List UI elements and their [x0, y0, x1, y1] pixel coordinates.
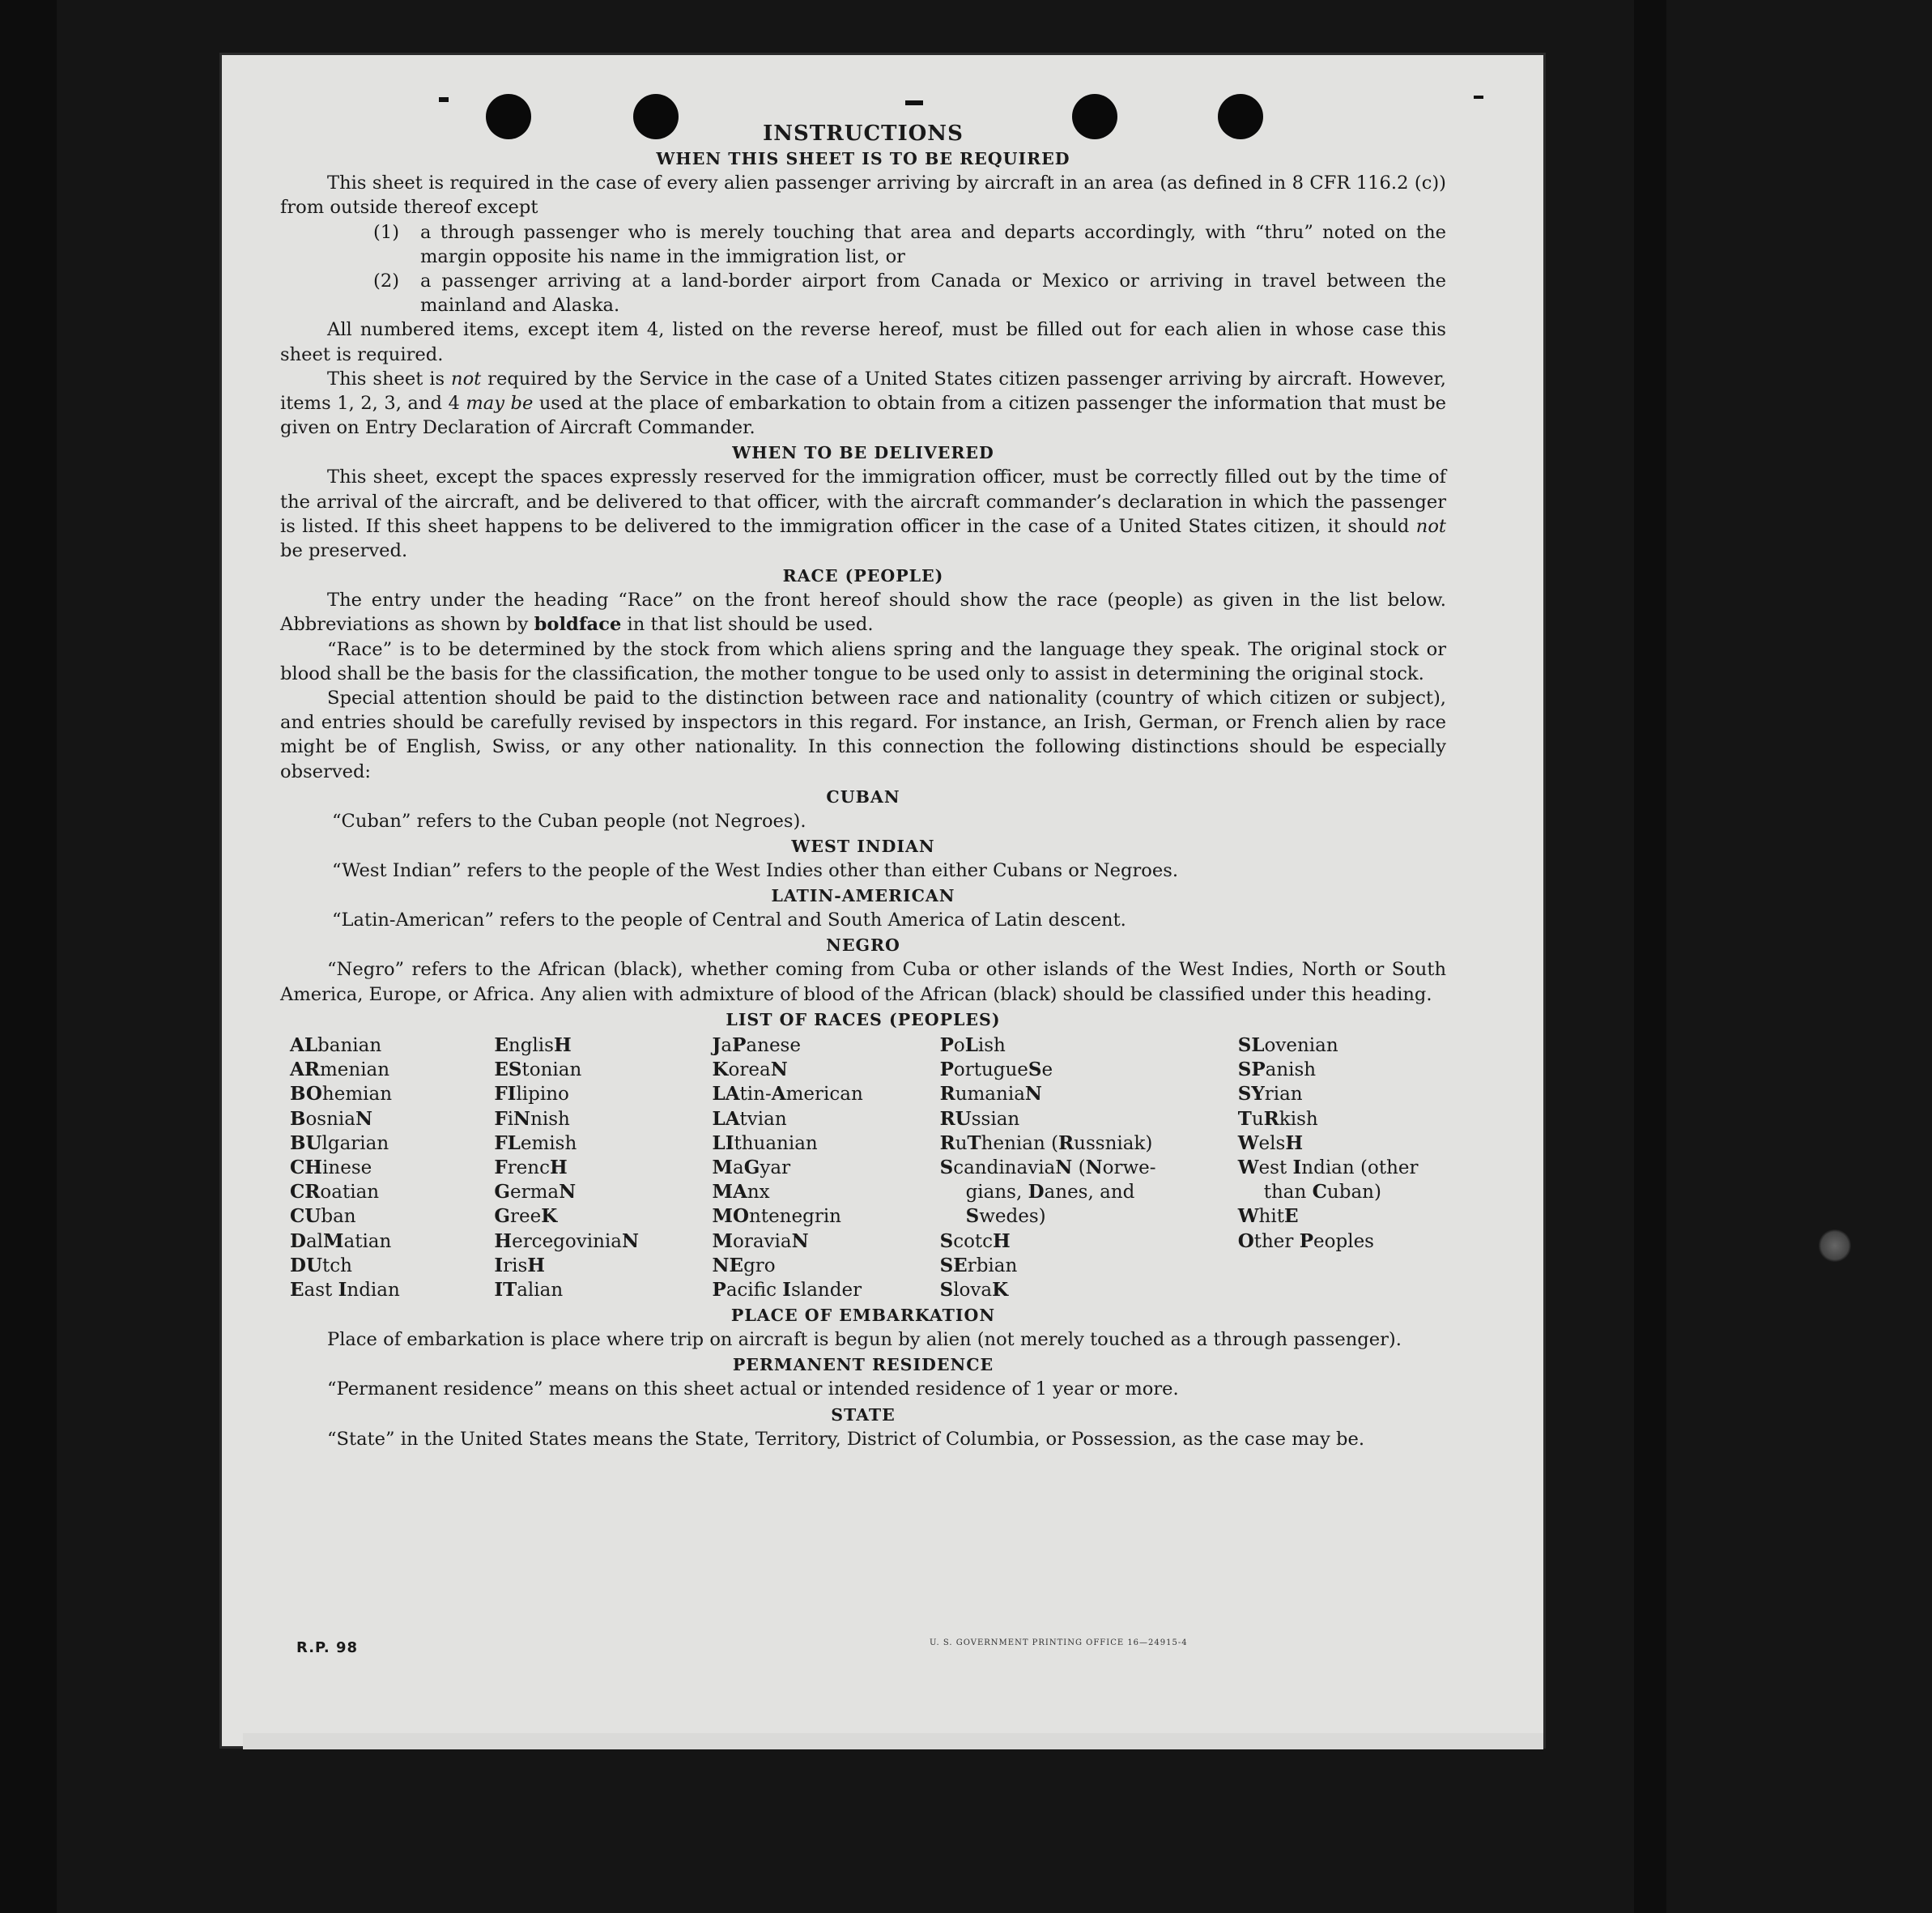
film-blemish — [1819, 1229, 1851, 1262]
race-entry: MaGyar — [712, 1156, 791, 1178]
item-text: a through passenger who is merely touching that area and departs accordingly, with “thru” noted on the margin opposite his name in the immigration list, or — [420, 221, 1446, 267]
mark — [1474, 96, 1483, 99]
race-entry: RumaniaN — [939, 1083, 1042, 1106]
race-entry: RuThenian (Russniak) — [939, 1131, 1153, 1154]
race-entry: SYrian — [1237, 1083, 1303, 1106]
form-number: R.P. 98 — [296, 1639, 359, 1656]
text-run: This sheet, except the spaces expressly reserved for the immigration officer, must be correctly filled out by the time of the arrival of the aircraft, and be delivered to that officer, with the aircraft commander’s declaration in which the passenger is listed. If this sheet happens to be delivered to the immigration officer in the case of a United States citizen, it should — [280, 467, 1446, 537]
heading-when-required: WHEN THIS SHEET IS TO BE REQUIRED — [656, 149, 1070, 169]
race-entry: CRoatian — [290, 1181, 380, 1204]
race-entry: ARmenian — [290, 1059, 390, 1081]
paragraph — [280, 465, 1446, 563]
races-column-1 — [290, 1033, 494, 1302]
text-run: required by the Service in the case of a United States citizen passenger arriving by aircraft. However, items 1, 2, 3, and 4 — [280, 368, 1446, 415]
race-entry: Swedes) — [965, 1205, 1046, 1228]
race-entry: DUtch — [290, 1254, 352, 1276]
race-entry: BosniaN — [290, 1107, 373, 1130]
heading-when-delivered: WHEN TO BE DELIVERED — [732, 443, 994, 463]
text-run: The entry under the heading “Race” on the front hereof should show the race (people) as given in the list below. Abbreviations as shown by — [280, 590, 1446, 636]
race-entry: SPanish — [1237, 1059, 1317, 1081]
paragraph: This sheet is required in the case of every alien passenger arriving by aircraft in an area (as defined in 8 CFR 116.2 (c)) from outside thereof except — [280, 173, 1446, 219]
mark — [439, 97, 449, 102]
race-entry: MAnx — [712, 1181, 770, 1204]
race-entry: JaPanese — [712, 1033, 801, 1056]
printer-imprint: U. S. GOVERNMENT PRINTING OFFICE 16—24915-4 — [930, 1638, 1188, 1647]
race-entry: Other Peoples — [1237, 1229, 1374, 1252]
text-run: not — [451, 368, 482, 390]
race-entry: EStonian — [494, 1059, 582, 1081]
sheet-edge — [243, 1733, 1543, 1749]
heading-negro: NEGRO — [826, 935, 900, 956]
text-run: This sheet is — [327, 368, 452, 390]
race-entry: BUlgarian — [290, 1131, 389, 1154]
race-entry: LIthuanian — [712, 1131, 818, 1154]
race-entry: TuRkish — [1237, 1107, 1318, 1130]
definition-latin-american: “Latin-American” refers to the people of Central and South America of Latin descent. — [332, 910, 1126, 931]
heading-race: RACE (PEOPLE) — [782, 566, 944, 586]
race-entry: CHinese — [290, 1156, 372, 1178]
definition-state: “State” in the United States means the State, Territory, District of Columbia, or Possession, as the case may be. — [327, 1428, 1365, 1450]
race-entry: ITalian — [494, 1278, 564, 1301]
text-run: boldface — [534, 614, 622, 636]
race-entry: East Indian — [290, 1278, 400, 1301]
race-entry: DalMatian — [290, 1229, 392, 1252]
race-entry: ALbanian — [290, 1033, 382, 1056]
races-column-4 — [940, 1033, 1238, 1302]
right-dark-band — [1634, 0, 1666, 1913]
race-entry: Pacific Islander — [712, 1278, 862, 1301]
race-entry: MOntenegrin — [712, 1205, 841, 1228]
race-entry: GermaN — [494, 1181, 577, 1204]
document-title: INSTRUCTIONS — [763, 121, 964, 146]
heading-place-of-embarkation: PLACE OF EMBARKATION — [730, 1306, 996, 1326]
definition-residence: “Permanent residence” means on this sheet actual or intended residence of 1 year or more. — [327, 1378, 1179, 1400]
race-entry: ScandinaviaN (Norwe- — [939, 1156, 1156, 1178]
races-column-2 — [494, 1033, 712, 1302]
race-entry: WhitE — [1237, 1205, 1299, 1228]
race-entry: GreeK — [494, 1205, 558, 1228]
heading-permanent-residence: PERMANENT RESIDENCE — [732, 1355, 994, 1375]
heading-list-of-races: LIST OF RACES (PEOPLES) — [726, 1009, 1001, 1029]
paragraph: Special attention should be paid to the distinction between race and nationality (country of which citizen or subject), and entries should be carefully revised by inspectors in this regard. For instance, an Irish, German, or French alien by race might be of English, Swiss, or any other nationality. In this connection the following distinctions should be especially observed: — [280, 688, 1446, 782]
list-item — [373, 220, 1446, 269]
race-entry: FLemish — [494, 1131, 577, 1154]
text-run: in that list should be used. — [621, 614, 874, 636]
race-entry: NEgro — [712, 1254, 776, 1276]
race-entry: RUssian — [939, 1107, 1020, 1130]
definition-embarkation: Place of embarkation is place where trip on aircraft is begun by alien (not merely touched as a through passenger). — [327, 1329, 1402, 1351]
race-entry: LAtvian — [712, 1107, 787, 1130]
races-column-5 — [1238, 1033, 1446, 1302]
text-run: used at the place of embarkation to obtain from a citizen passenger the information that must be given on Entry Declaration of Aircraft Commander. — [280, 393, 1446, 439]
race-entry: FiNnish — [494, 1107, 570, 1130]
race-entry: West Indian (other — [1237, 1156, 1419, 1178]
race-entry: SlovaK — [939, 1278, 1009, 1301]
race-entry: SLovenian — [1237, 1033, 1338, 1056]
race-entry: WelsH — [1237, 1131, 1304, 1154]
heading-west-indian: WEST INDIAN — [791, 837, 935, 857]
definition-negro: “Negro” refers to the African (black), whether coming from Cuba or other islands of the West Indies, North or South America, Europe, or Africa. Any alien with admixture of blood of the African (black) should be classified under this heading. — [280, 959, 1446, 1005]
text-run: not — [1415, 515, 1446, 537]
paragraph — [280, 588, 1446, 637]
heading-state: STATE — [831, 1404, 896, 1425]
race-entry: FIlipino — [494, 1083, 569, 1106]
heading-cuban: CUBAN — [826, 786, 900, 807]
race-entry: ScotcH — [939, 1229, 1011, 1252]
race-entry: PortugueSe — [939, 1059, 1053, 1081]
race-entry: FrencH — [494, 1156, 568, 1178]
definition-cuban: “Cuban” refers to the Cuban people (not Negroes). — [332, 810, 806, 832]
item-number: (1) — [373, 221, 400, 243]
document-body — [280, 121, 1446, 1451]
paragraph — [280, 367, 1446, 441]
race-entry: LAtin-American — [712, 1083, 863, 1106]
race-entry: MoraviaN — [712, 1229, 809, 1252]
instruction-sheet — [222, 55, 1543, 1746]
race-entry: SErbian — [939, 1254, 1018, 1276]
race-entry: gians, Danes, and — [965, 1181, 1135, 1204]
race-entry: than Cuban) — [1263, 1181, 1381, 1204]
race-entry: PoLish — [939, 1033, 1006, 1056]
item-number: (2) — [373, 271, 400, 292]
race-entry: BOhemian — [290, 1083, 393, 1106]
paragraph: “Race” is to be determined by the stock from which aliens spring and the language they speak. The original stock or blood shall be the basis for the classification, the mother tongue to be used only to assist in determining the original stock. — [280, 638, 1446, 684]
race-entry: HercegoviniaN — [494, 1229, 640, 1252]
races-column-3 — [713, 1033, 940, 1302]
races-list — [290, 1033, 1446, 1302]
item-text: a passenger arriving at a land-border airport from Canada or Mexico or arriving in travel between the mainland and Alaska. — [420, 271, 1446, 317]
left-dark-band — [0, 0, 57, 1913]
race-entry: CUban — [290, 1205, 356, 1228]
mark — [905, 100, 923, 105]
race-entry: EnglisH — [494, 1033, 572, 1056]
paragraph: All numbered items, except item 4, listed on the reverse hereof, must be filled out for each alien in whose case this sheet is required. — [280, 319, 1446, 365]
text-run: may be — [466, 393, 534, 415]
list-item — [373, 269, 1446, 317]
race-entry: IrisH — [494, 1254, 545, 1276]
race-entry: KoreaN — [712, 1059, 788, 1081]
text-run: be preserved. — [280, 540, 408, 562]
heading-latin-american: LATIN-AMERICAN — [771, 886, 955, 906]
definition-west-indian: “West Indian” refers to the people of the West Indies other than either Cubans or Negroes. — [332, 860, 1179, 882]
